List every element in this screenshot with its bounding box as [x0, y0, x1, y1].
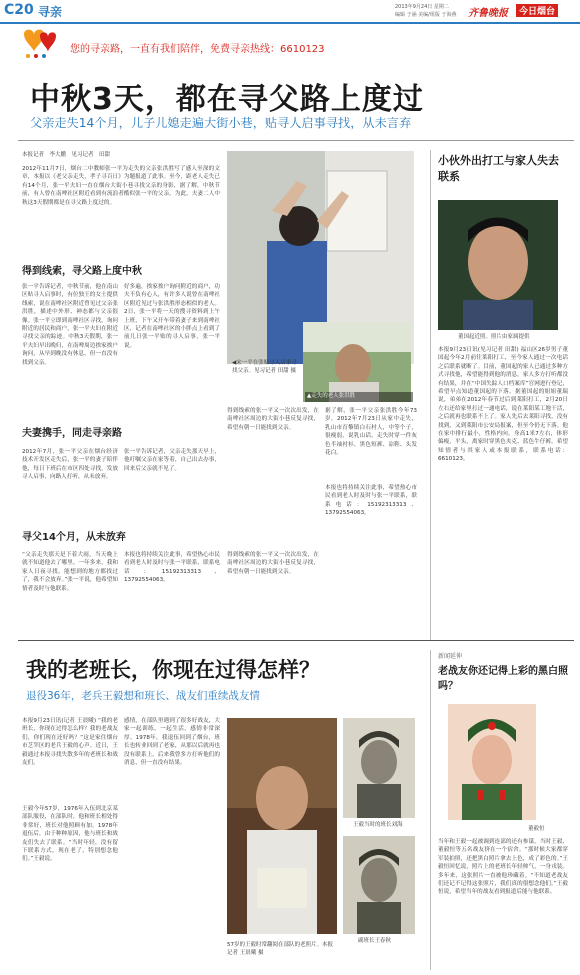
story1-col1: 张一平告诉记者，中秋节前，他在南山区贴寻人启事时，有位独王的女士提供线索，说在南啤社区附近曾见过父亲张洪胜，描述中外形、神态都与父亲很像。张一平立即到南啤社区寻找，询问附近的居民和商户，张一平夫妇在附近寻找父亲的踪迹。中秋3天假期，张一平夫妇早出晚归，在南啤周边挨家挨户询问，从早到晚没有休息，但一直没有找到父亲。	[22, 284, 118, 366]
story4-col1: 王毅今年57岁，1976年入伍到北京某部队服役，在部队时，他和班长相处得非常好，班长对他照顾有加。1978年退伍后，由于种种原因，他与班长和战友们失去了联系。“当时年轻，没有留下联系方式，现在老了，特别想念他们。”王毅说。	[22, 806, 118, 863]
edition-name: 今日烟台	[516, 4, 558, 17]
story1-subhead-2: 夫妻携手，同走寻亲路	[22, 428, 122, 439]
hotline-slogan: 您的寻亲路，一直有我们陪伴，免费寻亲热线：6610123	[70, 44, 325, 55]
story4-photo3-caption: 副班长王春秋	[358, 938, 392, 944]
story1-lede: 2012年11月7日，烟台二中教师张一平为走失的父亲张洪胜写了感人至深的文章，本报以《老父亲走失，孝子寻百日》为题报道了此事。至今，距老人走失已有14个月，张一平夫妇一直在烟台大街小巷寻找父亲的身影，据了解，中秋节前，有人曾在南啤社区附近看到有流浪者酷似张一平的父亲，为此，夫妻二人中秋这3天假期都是在寻父路上度过的。	[22, 166, 220, 206]
story4-headline: 我的老班长，你现在过得怎样？	[26, 658, 320, 682]
hotline-banner	[14, 26, 574, 60]
story2-title: 小伙外出打工与家人失去联系	[438, 154, 559, 183]
story4-deck: 退役36年，老兵王毅想和班长、战友们重续战友情	[26, 690, 260, 702]
divider	[18, 140, 574, 141]
story1-byline: 本报记者 李大鹏 见习记者 田甜	[22, 152, 111, 158]
heart-icon	[14, 26, 66, 60]
story1-col8-cont: 得到线索的张一平又一次次出发，在南啤社区周边的大街小巷反复寻找，希望有朝一日能找到父亲。	[227, 552, 319, 575]
issue-date: 2013年9月24日 星期二	[395, 4, 449, 10]
story1-col7: 本报也将持续关注此事，希望热心市民看到老人时及时与张一平联系，联系电话：15192313313、13792554063。	[124, 552, 220, 584]
story1-subhead-3: 寻父14个月，从未放弃	[22, 532, 126, 543]
story3-photo	[448, 704, 536, 820]
story1-photo2-caption: ▲走失的老人张洪胜	[305, 392, 413, 402]
page-number: C20	[4, 2, 34, 18]
column-divider	[430, 150, 431, 640]
paper-name: 齐鲁晚报	[468, 8, 508, 19]
story1-col4: 张一平告诉记者，父亲走失那天早上，他叮嘱父亲在家等着，自己出去办事，回来后父亲就不见了。	[124, 449, 220, 472]
story4-col2: 感情，在部队里遇到了很多好战友，大家一起训练，一起生活，感情非常深厚。1978年，我退伍回到了烟台，班长也转业回到了老家，从那以后就再也没有联系上。后来我曾多方打听他们的消息，但一直没有结果。	[124, 718, 220, 767]
story1-photo-caption: ◀宋一平在张贴寻人启事寻找父亲。见习记者 田甜 摄	[232, 360, 297, 374]
story4-lede: 本报9月23日讯(记者 王晨曦) “我的老班长，你现在过得怎么样？我的老战友们，你们现在还好吗？”这是家住烟台市芝罘区的老兵王毅的心声。近日，王毅通过本报寻找失散多年的老班长和战友们。	[22, 718, 118, 767]
story1-deck: 父亲走失14个月，儿子儿媳走遍大街小巷，贴寻人启事寻找，从未言弃	[30, 116, 412, 130]
story4-photo3	[343, 836, 415, 934]
story2-photo-caption: 董国起近照。照片由家属提供	[458, 334, 530, 340]
story3-photo-caption: 董毅恒	[528, 826, 545, 832]
story4-photo2	[343, 718, 415, 818]
story1-col3: 2012年7月，张一平父亲在烟台经济技术开发区走失后，张一平的妻子陪伴他，每日下班后在市区四处寻找，发放寻人启事，向路人打听，从未放弃。	[22, 449, 118, 481]
story3-tag: 新闻延伸	[438, 653, 463, 660]
divider	[18, 640, 574, 641]
column-divider	[430, 650, 431, 970]
editors: 编辑 于涵 美编/组版 于海燕	[395, 12, 457, 18]
story3-title: 老战友你还记得上彩的黑白照吗？	[438, 666, 568, 692]
story1-col8: 得到线索的张一平又一次次出发，在南啤社区周边的大街小巷反复寻找，希望有朝一日能找到父亲。	[227, 408, 319, 431]
page-header	[0, 0, 580, 22]
story1-col2: 好多遍，挨家挨户询问附近的商户，功夫不负有心人，有许多人说曾在南啤社区附近见过与张洪胜形态相似的老人。2日，张一平将一天的搜寻资料到上午上班，下午又开车带着妻子来到南啤社区，记者在南啤社区的小胖点上看到了前几日张一平贴的寻人启事，张一平说。	[124, 284, 220, 349]
story1-col5-cont: 本报也将持续关注此事，希望热心市民看到老人时及时与张一平联系，联系电话：15192313313、13792554063。	[325, 485, 417, 517]
story4-photo2-caption: 王毅当时的班长刘海	[353, 822, 403, 828]
story2-text: 本报9月23日讯(见习记者 田甜) 福山区26岁男子董国起今年2月前往莱阳打工，至今家人通过一次电话之后联系就断了。目前，董国起的家人已通过多种方式寻找他，希望能得到他的消息，家人多方打听都没有结果，并在“中国失踪人口档案库”官网进行登记，希望早点知道董国起的下落。据董国起的姐姐董瑞说，弟弟在2012年春节过后到莱阳打工，2月20日左右还给家里打过一通电话，说在莱阳某工地干活，之后就再也联系不上了。家人先后去莱阳寻找，没有找到，又到莱阳市公安局报案，但至今仍无下落。他在家中排行最小，性格内向，身高1米7左右，体形偏瘦，平头，离家时穿黑色夹克、蓝色牛仔裤。希望知情者与其家人或本报联系，联系电话：6610123。	[438, 347, 568, 463]
story1-photo-inset	[303, 322, 411, 402]
header-rule	[0, 22, 580, 24]
story4-photo-caption: 57岁的王毅时常翻阅在部队的老照片。本报记者 王晨曦 摄	[227, 942, 333, 956]
story1-col5: 据了解，张一平父亲张洪胜今年73岁，2012年7月23日从家中走失，乳山市育黎镇白石村人，中等个子，很瘦弱，说乳山话，走失时穿一件灰色半袖衬衫、黑色短裤、凉鞋、头发花白。	[325, 408, 417, 457]
section-name: 寻亲	[38, 5, 63, 19]
story4-photo	[227, 718, 337, 934]
story1-col6: “父亲走失那天是下着大雨，当天晚上就不知道他去了哪里。一年多来，我和家人日夜寻找，能想到的地方都找过了，我不会放弃。”张一平说，他希望知情者及时与他联系。	[22, 552, 118, 592]
story1-subhead-1: 得到线索，寻父路上度中秋	[22, 266, 142, 277]
story1-headline: 中秋3天，都在寻父路上度过	[30, 82, 424, 117]
story3-text: 当年和王毅一起被调到连部的还有参谋，当时王毅、董毅恒等五名战友挤在一个宿舍。“那时候大家都穿军装拍照，还把黑白照片拿去上色，成了彩色的。”王毅恒回忆说，照片上的老班长年轻帅气，一身戎装。多年来，这张照片一直被他珍藏着。“不知道老战友们还记不记得这张照片，我们真的很想念他们。”王毅恒说，希望当年的战友看到报道后能与他联系。	[438, 839, 568, 896]
story2-photo	[438, 200, 558, 330]
story4-col3-anchor	[227, 808, 228, 809]
